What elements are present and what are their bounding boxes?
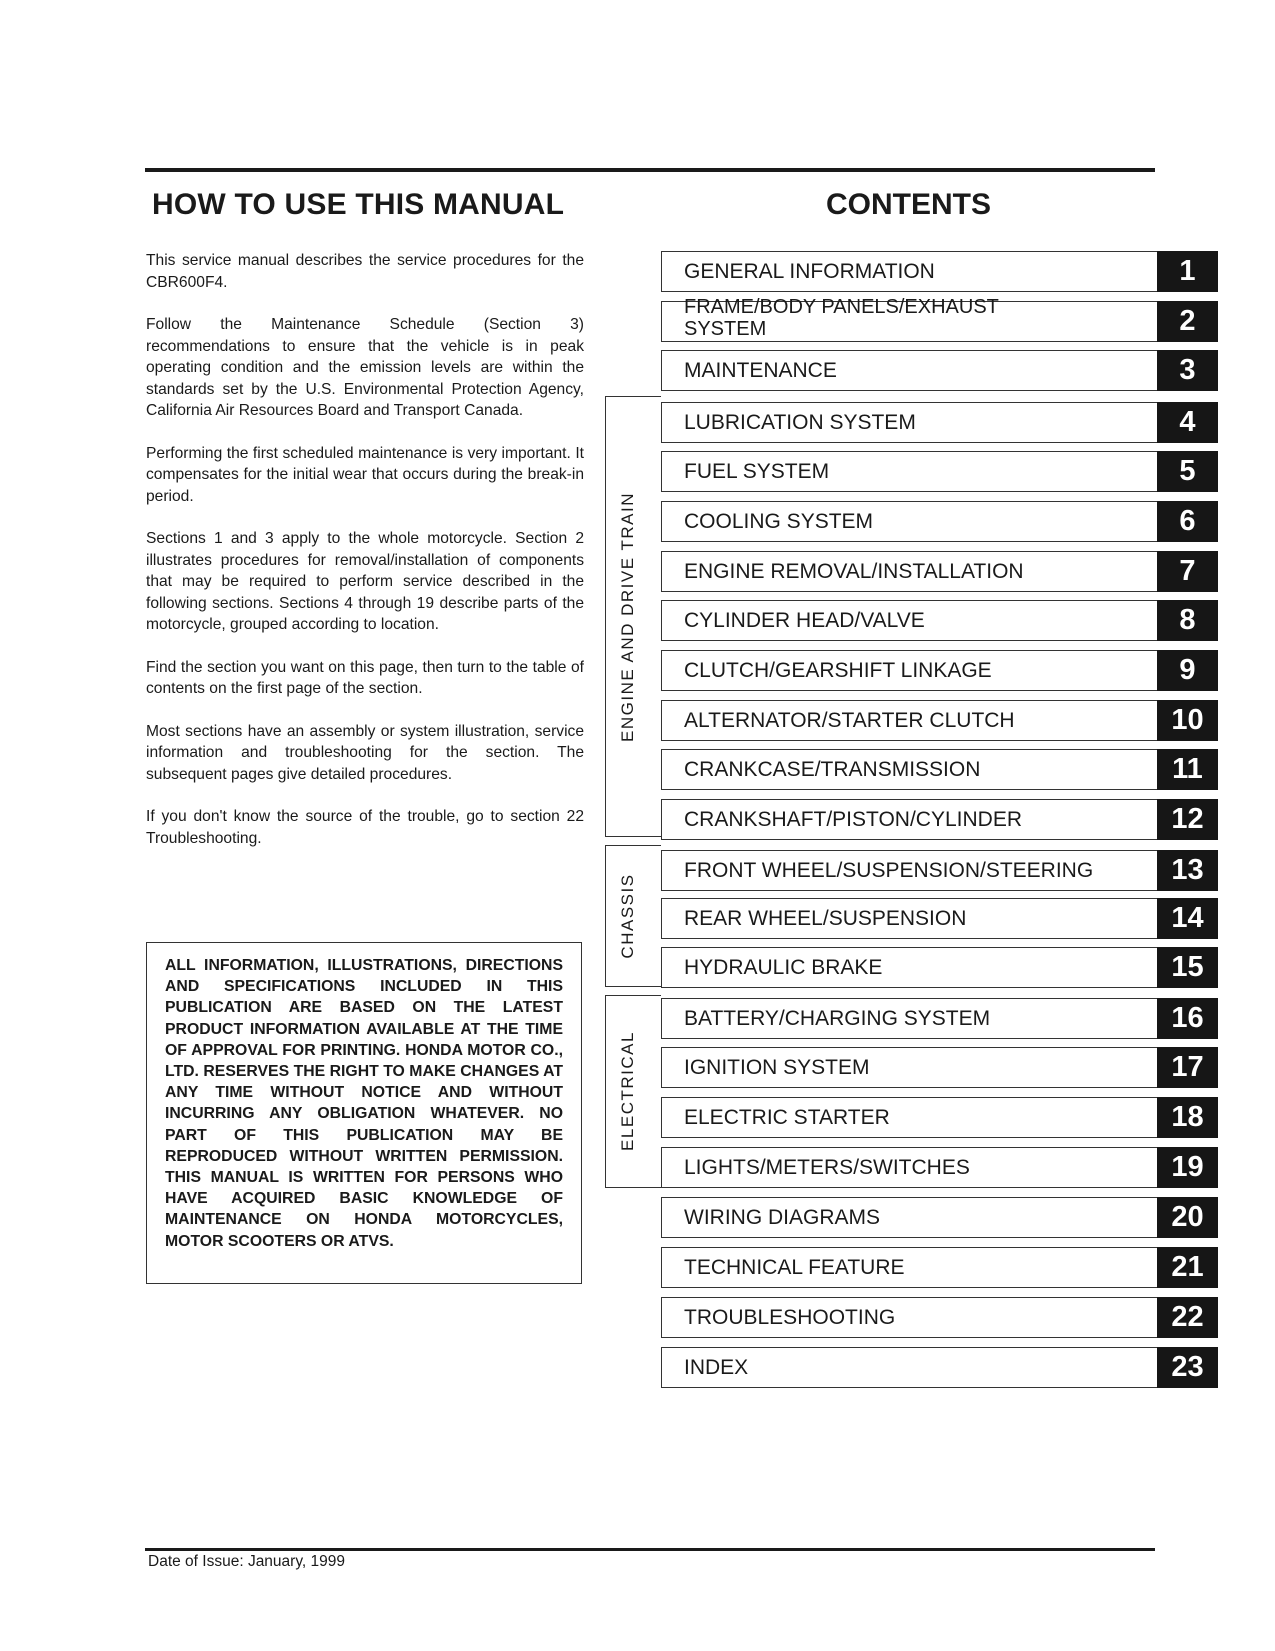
contents-item[interactable] <box>661 600 1218 641</box>
contents-item-label: FRAME/BODY PANELS/EXHAUST SYSTEM <box>661 301 1157 342</box>
contents-item[interactable] <box>661 749 1218 790</box>
section-number-tab: 13 <box>1157 850 1218 891</box>
intro-text <box>146 250 584 870</box>
contents-item-label: IGNITION SYSTEM <box>661 1047 1157 1088</box>
section-number-tab: 21 <box>1157 1247 1218 1288</box>
contents-title: CONTENTS <box>826 188 991 221</box>
intro-paragraph: Performing the first scheduled maintenance is very important. It compensates for the initial wear that occurs during the break-in period. <box>146 444 584 505</box>
section-number-tab: 22 <box>1157 1297 1218 1338</box>
contents-item-label: ENGINE REMOVAL/INSTALLATION <box>661 551 1157 592</box>
contents-item-label: HYDRAULIC BRAKE <box>661 947 1157 988</box>
section-number-tab: 16 <box>1157 998 1218 1039</box>
section-number-tab: 18 <box>1157 1097 1218 1138</box>
engine-group-label: ENGINE AND DRIVE TRAIN <box>618 492 637 742</box>
contents-item[interactable] <box>661 501 1218 542</box>
contents-item[interactable] <box>661 1347 1218 1388</box>
chassis-group-label: CHASSIS <box>618 873 637 959</box>
electrical-group-label: ELECTRICAL <box>618 1031 637 1151</box>
section-number-tab: 5 <box>1157 451 1218 492</box>
contents-item-label: CLUTCH/GEARSHIFT LINKAGE <box>661 650 1157 691</box>
contents-item[interactable] <box>661 551 1218 592</box>
section-number-tab: 7 <box>1157 551 1218 592</box>
section-number-tab: 12 <box>1157 799 1218 840</box>
contents-item-label: TECHNICAL FEATURE <box>661 1247 1157 1288</box>
intro-paragraph: Follow the Maintenance Schedule (Section 3) recommendations to ensure that the vehicle is in peak operating condition and the emission levels are within the standards set by the U.S. Environmental Protection Agency, California Air Resources Board and Transport Canada. <box>146 316 584 419</box>
contents-item[interactable] <box>661 402 1218 443</box>
contents-item-label: LIGHTS/METERS/SWITCHES <box>661 1147 1157 1188</box>
contents-item[interactable] <box>661 947 1218 988</box>
contents-item-label: FUEL SYSTEM <box>661 451 1157 492</box>
contents-item-label: CYLINDER HEAD/VALVE <box>661 600 1157 641</box>
contents-item[interactable] <box>661 296 1218 342</box>
contents-item[interactable] <box>661 898 1218 939</box>
contents-item[interactable] <box>661 1047 1218 1088</box>
section-number-tab: 3 <box>1157 350 1218 391</box>
contents-item[interactable] <box>661 650 1218 691</box>
section-number-tab: 11 <box>1157 749 1218 790</box>
contents-item-label: CRANKCASE/TRANSMISSION <box>661 749 1157 790</box>
contents-item-label: GENERAL INFORMATION <box>661 251 1157 292</box>
contents-item[interactable] <box>661 1197 1218 1238</box>
section-number-tab: 17 <box>1157 1047 1218 1088</box>
section-number-tab: 8 <box>1157 600 1218 641</box>
contents-item[interactable] <box>661 998 1218 1039</box>
notice-box <box>146 942 582 1284</box>
contents-item-label: CRANKSHAFT/PISTON/CYLINDER <box>661 799 1157 840</box>
contents-item-label: LUBRICATION SYSTEM <box>661 402 1157 443</box>
manual-title: HOW TO USE THIS MANUAL <box>152 188 565 221</box>
section-number-tab: 4 <box>1157 402 1218 443</box>
contents-item-label: MAINTENANCE <box>661 350 1157 391</box>
section-number-tab: 15 <box>1157 947 1218 988</box>
contents-item-label: INDEX <box>661 1347 1157 1388</box>
intro-paragraph: Sections 1 and 3 apply to the whole motorcycle. Section 2 illustrates procedures for removal/installation of components that may be required to perform service described in the following sections. Sections 4 through 19 describe parts of the motorcycle, grouped according to location. <box>146 530 584 633</box>
contents-item-label: TROUBLESHOOTING <box>661 1297 1157 1338</box>
intro-paragraph: This service manual describes the service procedures for the CBR600F4. <box>146 252 584 291</box>
contents-item[interactable] <box>661 1097 1218 1138</box>
section-number-tab: 9 <box>1157 650 1218 691</box>
contents-item[interactable] <box>661 1297 1218 1338</box>
notice-text: ALL INFORMATION, ILLUSTRATIONS, DIRECTIONS AND SPECIFICATIONS INCLUDED IN THIS PUBLICATION ARE BASED ON THE LATEST PRODUCT INFORMATION AVAILABLE AT THE TIME OF APPROVAL FOR PRINTING. HONDA MOTOR CO., LTD. RESERVES THE RIGHT TO MAKE CHANGES AT ANY TIME WITHOUT NOTICE AND WITHOUT INCURRING ANY OBLIGATION WHATEVER. NO PART OF THIS PUBLICATION MAY BE REPRODUCED WITHOUT WRITTEN PERMISSION. THIS MANUAL IS WRITTEN FOR PERSONS WHO HAVE ACQUIRED BASIC KNOWLEDGE OF MAINTENANCE ON HONDA MOTORCYCLES, MOTOR SCOOTERS OR ATVS. <box>165 957 563 1250</box>
section-number-tab: 6 <box>1157 501 1218 542</box>
issue-date: Date of Issue: January, 1999 <box>148 1553 346 1570</box>
contents-item[interactable] <box>661 1147 1218 1188</box>
contents-item-label: COOLING SYSTEM <box>661 501 1157 542</box>
contents-item-label: BATTERY/CHARGING SYSTEM <box>661 998 1157 1039</box>
contents-item-label: FRONT WHEEL/SUSPENSION/STEERING <box>661 850 1157 891</box>
contents-item[interactable] <box>661 251 1218 292</box>
section-number-tab: 19 <box>1157 1147 1218 1188</box>
contents-item-label: REAR WHEEL/SUSPENSION <box>661 898 1157 939</box>
contents-item[interactable] <box>661 1247 1218 1288</box>
contents-item[interactable] <box>661 451 1218 492</box>
intro-paragraph: If you don't know the source of the trouble, go to section 22 Troubleshooting. <box>146 808 584 847</box>
bottom-rule <box>145 1548 1155 1551</box>
intro-paragraph: Find the section you want on this page, then turn to the table of contents on the first page of the section. <box>146 658 584 697</box>
contents-item-label: ELECTRIC STARTER <box>661 1097 1157 1138</box>
contents-item-label: WIRING DIAGRAMS <box>661 1197 1157 1238</box>
section-number-tab: 10 <box>1157 700 1218 741</box>
section-number-tab: 1 <box>1157 251 1218 292</box>
contents-item[interactable] <box>661 350 1218 391</box>
contents-item[interactable] <box>661 700 1218 741</box>
top-rule <box>145 168 1155 172</box>
intro-paragraph: Most sections have an assembly or system illustration, service information and troubleshooting for the section. The subsequent pages give detailed procedures. <box>146 722 584 783</box>
contents-item[interactable] <box>661 850 1218 891</box>
section-number-tab: 23 <box>1157 1347 1218 1388</box>
section-number-tab: 20 <box>1157 1197 1218 1238</box>
section-number-tab: 2 <box>1157 301 1218 342</box>
contents-item[interactable] <box>661 799 1218 840</box>
contents-item-label: ALTERNATOR/STARTER CLUTCH <box>661 700 1157 741</box>
section-number-tab: 14 <box>1157 898 1218 939</box>
